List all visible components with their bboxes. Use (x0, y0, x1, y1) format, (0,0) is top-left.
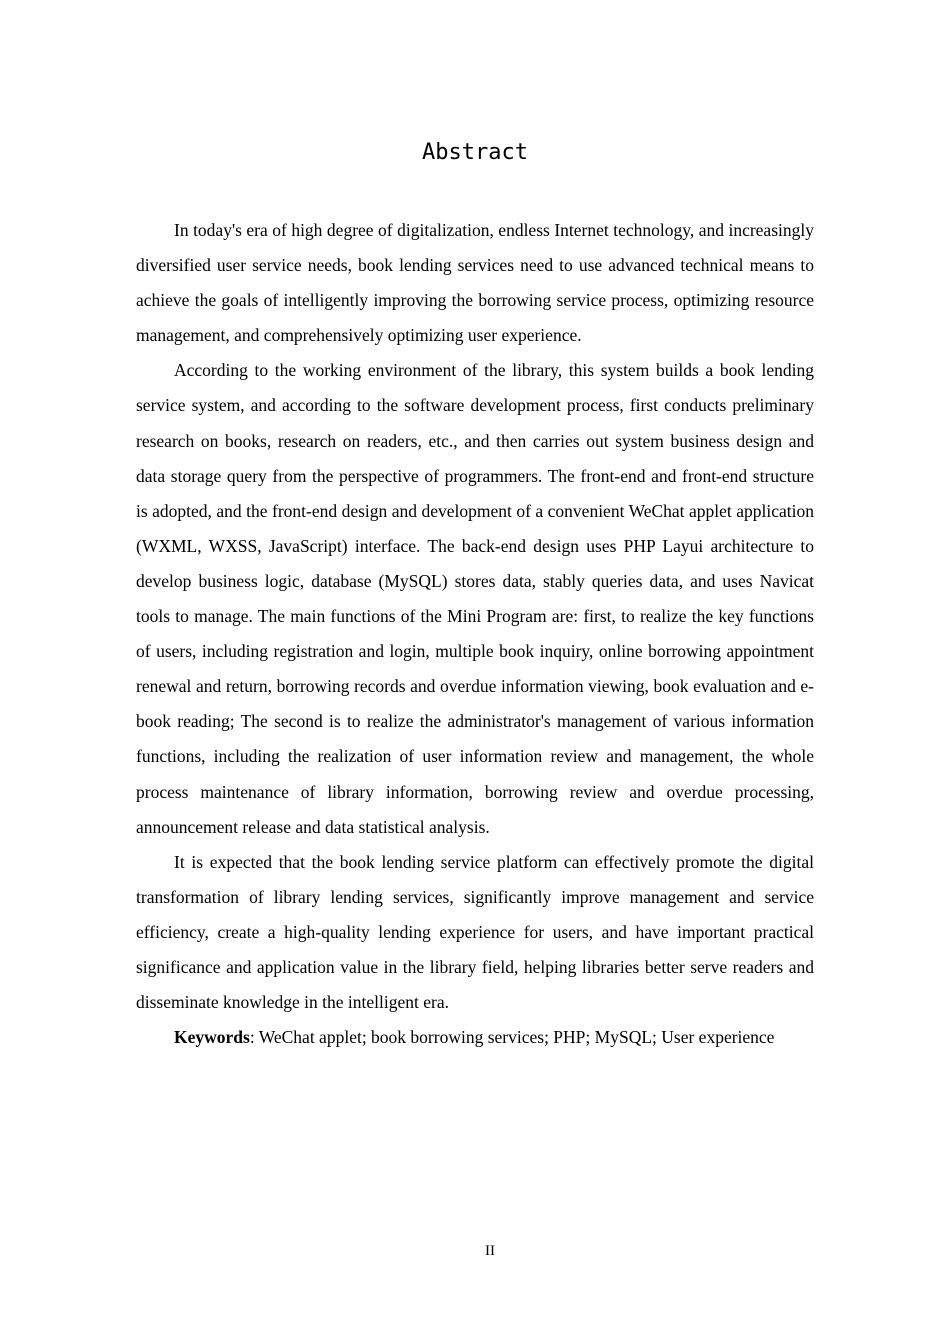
abstract-paragraph-1: In today's era of high degree of digitalization, endless Internet technology, and increasingly diversified user service needs, book lending services need to use advanced technical means to achieve the goals of intelligently improving the borrowing service process, optimizing resource management, and comprehensively optimizing user experience. (136, 220, 814, 346)
abstract-body (136, 213, 814, 1055)
page-number: II (485, 1243, 495, 1259)
keywords-label: Keywords (174, 1027, 250, 1048)
abstract-paragraph-3: It is expected that the book lending service platform can effectively promote the digital transformation of library lending services, significantly improve management and service efficiency, create a high-quality lending experience for users, and have important practical significance and application value in the library field, helping libraries better serve readers and disseminate knowledge in the intelligent era. (136, 851, 814, 1013)
keywords-line (136, 1020, 814, 1055)
page-title: Abstract (422, 140, 528, 165)
keywords-text: : WeChat applet; book borrowing services; PHP; MySQL; User experience (249, 1027, 775, 1048)
abstract-paragraph-2: According to the working environment of the library, this system builds a book lending service system, and according to the software development process, first conducts preliminary research on books, research on readers, etc., and then carries out system business design and data storage query from the perspective of programmers. The front-end and front-end structure is adopted, and the front-end design and development of a convenient WeChat applet application (WXML, WXSS, JavaScript) interface. The back-end design uses PHP Layui architecture to develop business logic, database (MySQL) stores data, stably queries data, and uses Navicat tools to manage. The main functions of the Mini Program are: first, to realize the key functions of users, including registration and login, multiple book inquiry, online borrowing appointment renewal and return, borrowing records and overdue information viewing, book evaluation and e-book reading; The second is to realize the administrator's management of various information functions, including the realization of user information review and management, the whole process maintenance of library information, borrowing review and overdue processing, announcement release and data statistical analysis. (136, 360, 814, 837)
